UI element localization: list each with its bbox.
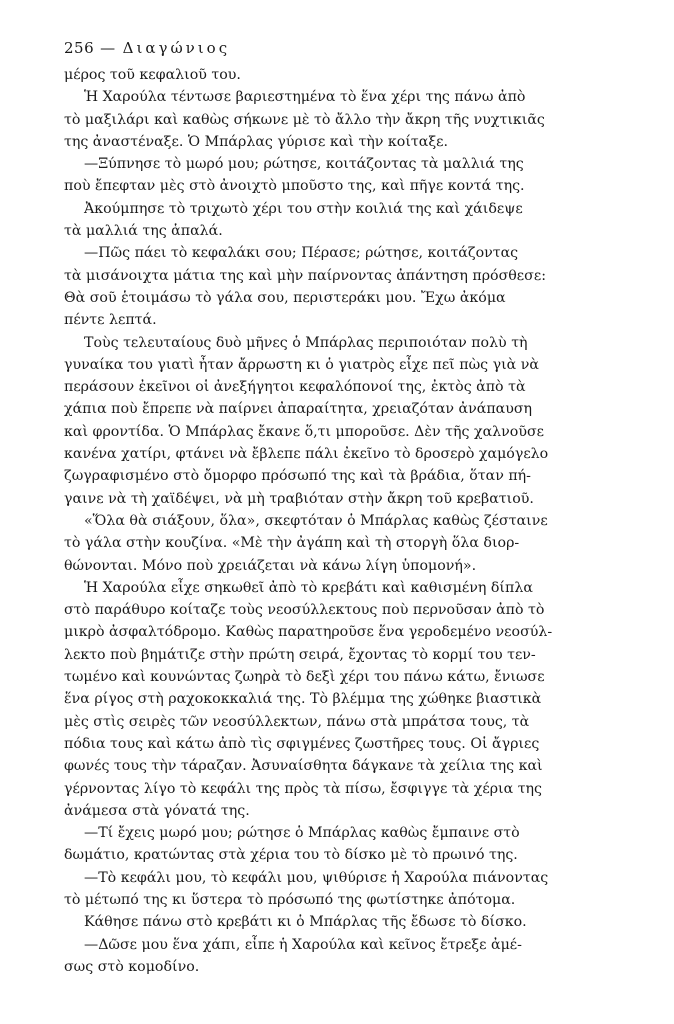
text-line: —Δῶσε μου ἕνα χάπι, εἶπε ἡ Χαρούλα καὶ κεῖνος ἔτρεξε ἀμέ-	[84, 936, 522, 953]
text-line: λεκτο ποὺ βημάτιζε στὴν πρώτη σειρά, ἔχοντας τὸ κορμί του τεν-	[64, 646, 536, 663]
text-line: μικρὸ ἀσφαλτόδρομο. Καθὼς παρατηροῦσε ἕνα γεροδεμένο νεοσύλ-	[64, 624, 553, 641]
text-line: θώνονται. Μόνο ποὺ χρειάζεται νὰ κάνω λίγη ὑπομονή».	[64, 557, 477, 574]
text-line: φωνές τους τὴν τάραζαν. Ἀσυναίσθητα δάγκανε τὰ χείλια της καὶ	[64, 758, 543, 775]
text-line: Τοὺς τελευταίους δυὸ μῆνες ὁ Μπάρλας περιποιόταν πολὺ τὴ	[84, 334, 528, 351]
text-line: σως στὸ κομοδίνο.	[64, 958, 200, 975]
text-line: τὸ μέτωπό της κι ὕστερα τὸ πρόσωπό της φωτίστηκε ἀπότομα.	[64, 891, 516, 908]
text-line: στὸ παράθυρο κοίταζε τοὺς νεοσύλλεκτους ποὺ περνοῦσαν ἀπὸ τὸ	[64, 602, 545, 619]
text-line: της ἀναστέναξε. Ὁ Μπάρλας γύρισε καὶ τὴν κοίταξε.	[64, 133, 448, 150]
text-line: γέρνοντας λίγο τὸ κεφάλι της πρὸς τὰ πίσω, ἔσφιγγε τὰ χέρια της	[64, 780, 542, 797]
text-line: —Ξύπνησε τὸ μωρό μου; ρώτησε, κοιτάζοντας τὰ μαλλιά της	[84, 156, 524, 173]
text-line: τὸ μαξιλάρι καὶ καθὼς σήκωνε μὲ τὸ ἄλλο τὴν ἄκρη τῆς νυχτικιᾶς	[64, 111, 545, 128]
text-line: τὸ γάλα στὴν κουζίνα. «Μὲ τὴν ἀγάπη καὶ τὴ στοργὴ ὅλα διορ-	[64, 535, 520, 552]
text-line: πόδια τους καὶ κάτω ἀπὸ τὶς σφιγμένες ζωστῆρες τους. Οἱ ἄγριες	[64, 735, 540, 752]
text-line: —Πῶς πάει τὸ κεφαλάκι σου; Πέρασε; ρώτησε, κοιτάζοντας	[84, 245, 519, 262]
text-line: τὰ μισάνοιχτα μάτια της καὶ μὴν παίρνοντας ἀπάντηση πρόσθεσε:	[64, 267, 546, 284]
text-line: χάπια ποὺ ἔπρεπε νὰ παίρνει ἀπαραίτητα, χρειαζόταν ἀνάπαυση	[64, 401, 533, 418]
header-dash: —	[100, 39, 117, 57]
page-number: 256	[64, 39, 95, 57]
text-line: μὲς στὶς σειρὲς τῶν νεοσύλλεκτων, πάνω στὰ μπράτσα τους, τὰ	[64, 713, 530, 730]
running-header	[64, 38, 636, 58]
text-line: μέρος τοῦ κεφαλιοῦ του.	[64, 67, 241, 83]
text-line: κανένα χατίρι, φτάνει νὰ ἔβλεπε πάλι ἐκεῖνο τὸ δροσερὸ χαμόγελο	[64, 446, 549, 463]
text-line: ποὺ ἔπεφταν μὲς στὸ ἀνοιχτὸ μποῦστο της, καὶ πῆγε κοντά της.	[64, 178, 525, 195]
text-line: —Τὸ κεφάλι μου, τὸ κεφάλι μου, ψιθύρισε ἡ Χαρούλα πιάνοντας	[84, 869, 549, 886]
text-line: Κάθησε πάνω στὸ κρεβάτι κι ὁ Μπάρλας τῆς ἔδωσε τὸ δίσκο.	[84, 914, 527, 931]
text-line: περάσουν ἐκεῖνοι οἱ ἀνεξήγητοι κεφαλόπονοί της, ἐκτὸς ἀπὸ τὰ	[64, 379, 526, 396]
text-line: ἕνα ρίγος στὴ ραχοκοκκαλιά της. Τὸ βλέμμα της χώθηκε βιαστικὰ	[64, 691, 542, 708]
text-line: τὰ μαλλιά της ἁπαλά.	[64, 223, 223, 240]
text-line: Θὰ σοῦ ἑτοιμάσω τὸ γάλα σου, περιστεράκι μου. Ἔχω ἀκόμα	[64, 289, 506, 306]
text-line: πέντε λεπτά.	[64, 312, 157, 329]
text-line: —Τί ἔχεις μωρό μου; ρώτησε ὁ Μπάρλας καθὼς ἔμπαινε στὸ	[84, 825, 520, 842]
text-line: Ἡ Χαρούλα τέντωσε βαριεστημένα τὸ ἕνα χέρι της πάνω ἀπὸ	[84, 89, 526, 106]
text-line: ἀνάμεσα στὰ γόνατά της.	[64, 802, 250, 819]
book-page	[64, 38, 636, 978]
book-title: Διαγώνιος	[122, 39, 231, 57]
text-line: καὶ φροντίδα. Ὁ Μπάρλας ἔκανε ὅ,τι μποροῦσε. Δὲν τῆς χαλνοῦσε	[64, 423, 544, 440]
text-line: Ἡ Χαρούλα εἶχε σηκωθεῖ ἀπὸ τὸ κρεβάτι καὶ καθισμένη δίπλα	[84, 579, 533, 596]
text-line: «Ὅλα θὰ σιάξουν, ὅλα», σκεφτόταν ὁ Μπάρλας καθὼς ζέσταινε	[84, 512, 548, 529]
text-line: ζωγραφισμένο στὸ ὄμορφο πρόσωπό της καὶ τὰ βράδια, ὅταν πή-	[64, 468, 531, 485]
text-line: τωμένο καὶ κουνώντας ζωηρὰ τὸ δεξὶ χέρι του πάνω κάτω, ἔνιωσε	[64, 669, 545, 686]
text-line: γυναίκα του γιατὶ ἦταν ἄρρωστη κι ὁ γιατρὸς εἶχε πεῖ πὼς γιὰ νὰ	[64, 356, 539, 373]
text-line: δωμάτιο, κρατώντας στὰ χέρια του τὸ δίσκο μὲ τὸ πρωινό της.	[64, 847, 518, 864]
text-line: γαινε νὰ τὴ χαϊδέψει, νὰ μὴ τραβιόταν στὴν ἄκρη τοῦ κρεβατιοῦ.	[64, 490, 534, 507]
body-text	[64, 64, 636, 978]
text-line: Ἀκούμπησε τὸ τριχωτὸ χέρι του στὴν κοιλιά της καὶ χάιδεψε	[84, 200, 523, 217]
